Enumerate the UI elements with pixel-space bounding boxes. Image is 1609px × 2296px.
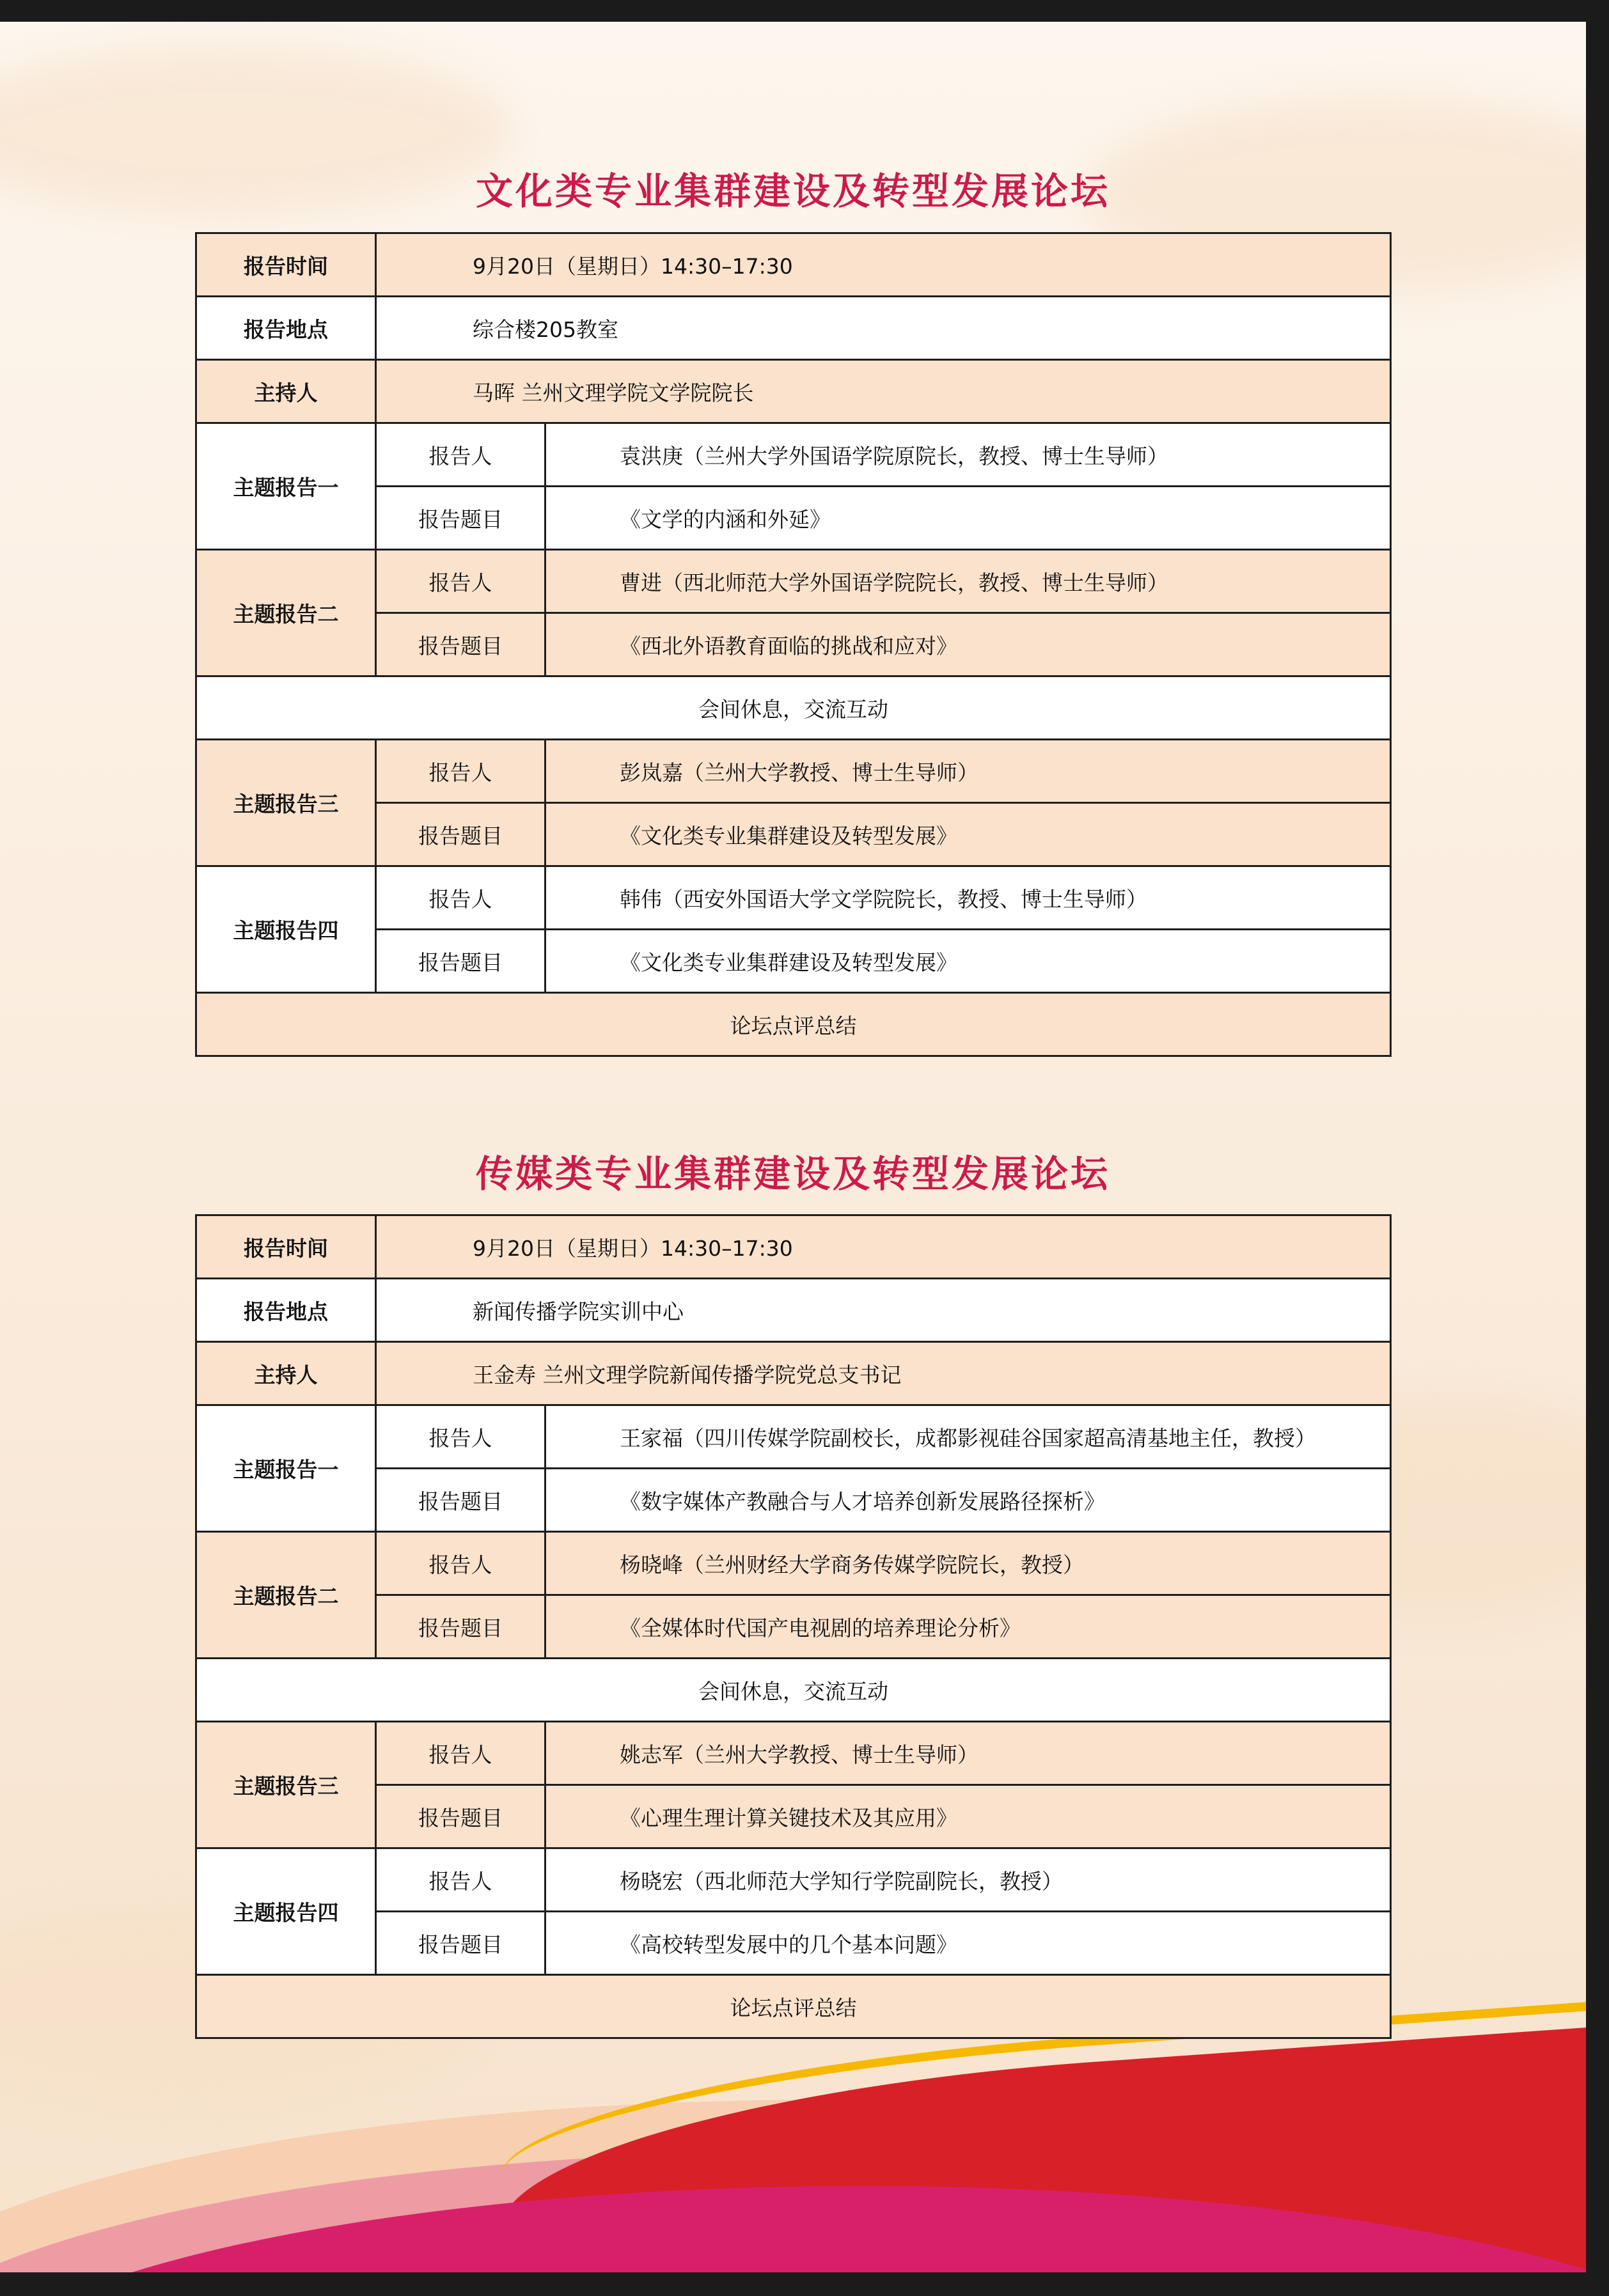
speaker-value: 袁洪庚（兰州大学外国语学院原院长，教授、博士生导师）: [545, 423, 1391, 487]
place-value: 综合楼205教室: [376, 297, 1391, 360]
topic-label: 报告题目: [376, 1595, 545, 1659]
topic-value: 《高校转型发展中的几个基本问题》: [545, 1912, 1391, 1975]
table-row: [196, 676, 1391, 740]
speaker-label: 报告人: [376, 1405, 545, 1469]
topic-value: 《全媒体时代国产电视剧的培养理论分析》: [545, 1595, 1391, 1659]
host-label: 主持人: [196, 1342, 376, 1405]
table-row: [196, 1532, 1391, 1595]
schedule-table: [195, 1214, 1392, 2039]
topic-label: 报告题目: [376, 1912, 545, 1975]
report-name: 主题报告一: [196, 1405, 376, 1532]
speaker-label: 报告人: [376, 866, 545, 930]
table-row: [196, 1405, 1391, 1469]
report-name: 主题报告三: [196, 740, 376, 866]
place-label: 报告地点: [196, 1279, 376, 1342]
table-row: [196, 487, 1391, 550]
speaker-value: 杨晓峰（兰州财经大学商务传媒学院院长，教授）: [545, 1532, 1391, 1595]
table-row: [196, 360, 1391, 423]
host-label: 主持人: [196, 360, 376, 423]
speaker-label: 报告人: [376, 1722, 545, 1785]
report-name: 主题报告二: [196, 1532, 376, 1659]
table-row: [196, 1659, 1391, 1722]
schedule-table: [195, 232, 1392, 1057]
speaker-value: 彭岚嘉（兰州大学教授、博士生导师）: [545, 740, 1391, 803]
time-label: 报告时间: [196, 233, 376, 297]
speaker-value: 曹进（西北师范大学外国语学院院长，教授、博士生导师）: [545, 550, 1391, 613]
table-row: [196, 1975, 1391, 2038]
closing-row: 论坛点评总结: [196, 1975, 1391, 2038]
host-value: 王金寿 兰州文理学院新闻传播学院党总支书记: [376, 1342, 1391, 1405]
table-row: [196, 1215, 1391, 1279]
speaker-value: 韩伟（西安外国语大学文学院院长，教授、博士生导师）: [545, 866, 1391, 930]
speaker-value: 姚志军（兰州大学教授、博士生导师）: [545, 1722, 1391, 1785]
table-row: [196, 740, 1391, 803]
report-name: 主题报告四: [196, 1848, 376, 1975]
time-label: 报告时间: [196, 1215, 376, 1279]
topic-value: 《心理生理计算关键技术及其应用》: [545, 1785, 1391, 1848]
topic-label: 报告题目: [376, 1469, 545, 1532]
place-label: 报告地点: [196, 297, 376, 360]
topic-label: 报告题目: [376, 487, 545, 550]
table-row: [196, 1469, 1391, 1532]
speaker-label: 报告人: [376, 550, 545, 613]
speaker-label: 报告人: [376, 423, 545, 487]
break-row: 会间休息，交流互动: [196, 676, 1391, 740]
speaker-value: 王家福（四川传媒学院副校长，成都影视硅谷国家超高清基地主任，教授）: [545, 1405, 1391, 1469]
table-row: [196, 1342, 1391, 1405]
speaker-label: 报告人: [376, 1532, 545, 1595]
topic-value: 《西北外语教育面临的挑战和应对》: [545, 613, 1391, 676]
table-row: [196, 1595, 1391, 1659]
time-value: 9月20日（星期日）14:30–17:30: [376, 233, 1391, 297]
report-name: 主题报告四: [196, 866, 376, 993]
report-name: 主题报告一: [196, 423, 376, 550]
table-row: [196, 550, 1391, 613]
table-row: [196, 423, 1391, 487]
table-row: [196, 1912, 1391, 1975]
table-row: [196, 993, 1391, 1056]
forum-title: 传媒类专业集群建设及转型发展论坛: [475, 1152, 1110, 1196]
topic-value: 《文化类专业集群建设及转型发展》: [545, 930, 1391, 993]
brochure-page: [0, 22, 1586, 2272]
topic-label: 报告题目: [376, 803, 545, 866]
table-row: [196, 1279, 1391, 1342]
table-row: [196, 613, 1391, 676]
topic-label: 报告题目: [376, 613, 545, 676]
speaker-label: 报告人: [376, 740, 545, 803]
closing-row: 论坛点评总结: [196, 993, 1391, 1056]
topic-value: 《文化类专业集群建设及转型发展》: [545, 803, 1391, 866]
table-row: [196, 1848, 1391, 1912]
speaker-value: 杨晓宏（西北师范大学知行学院副院长，教授）: [545, 1848, 1391, 1912]
topic-value: 《文学的内涵和外延》: [545, 487, 1391, 550]
table-row: [196, 233, 1391, 297]
break-row: 会间休息，交流互动: [196, 1659, 1391, 1722]
report-name: 主题报告三: [196, 1722, 376, 1848]
time-value: 9月20日（星期日）14:30–17:30: [376, 1215, 1391, 1279]
table-row: [196, 1722, 1391, 1785]
topic-value: 《数字媒体产教融合与人才培养创新发展路径探析》: [545, 1469, 1391, 1532]
topic-label: 报告题目: [376, 1785, 545, 1848]
table-row: [196, 930, 1391, 993]
forum-title: 文化类专业集群建设及转型发展论坛: [475, 169, 1110, 213]
place-value: 新闻传播学院实训中心: [376, 1279, 1391, 1342]
table-row: [196, 1785, 1391, 1848]
topic-label: 报告题目: [376, 930, 545, 993]
table-row: [196, 297, 1391, 360]
report-name: 主题报告二: [196, 550, 376, 676]
table-row: [196, 803, 1391, 866]
table-row: [196, 866, 1391, 930]
host-value: 马晖 兰州文理学院文学院院长: [376, 360, 1391, 423]
speaker-label: 报告人: [376, 1848, 545, 1912]
